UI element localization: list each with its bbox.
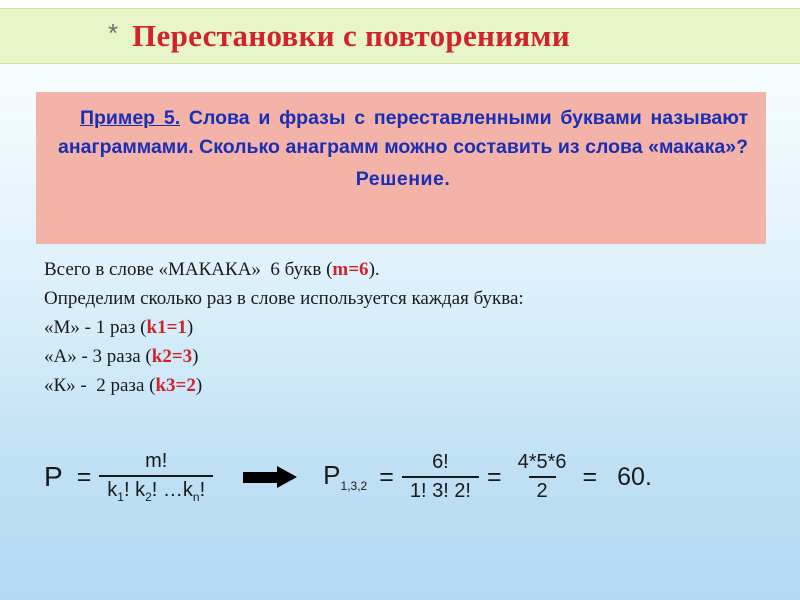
explanation-line-2: Определим сколько раз в слове используется каждая буква: [44, 288, 524, 309]
specific-formula-equals-3: = [582, 462, 598, 491]
example-statement-text: Слова и фразы с переставленными буквами называют анаграммами. Сколько анаграмм можно составить из слова «макака»? [58, 107, 748, 158]
asterisk-icon: * [108, 18, 119, 48]
specific-formula-fraction-1 [402, 451, 479, 503]
explanation-line-4 [44, 342, 764, 371]
general-formula-numerator: m! [145, 450, 168, 472]
explanation-line-3-part-c: ) [186, 317, 194, 338]
explanation-line-1-part-c: ). [368, 259, 380, 280]
explanation-line-3-highlight: k1=1 [146, 317, 187, 338]
specific-formula-fraction-2 [510, 451, 575, 503]
specific-formula-p-letter: P [323, 460, 341, 491]
solution-label: Решение. [355, 168, 451, 190]
example-panel [36, 92, 766, 244]
formula-result: 60. [617, 462, 652, 491]
explanation-line-4-part-c: ) [192, 346, 199, 367]
specific-formula-p [323, 460, 367, 493]
den-k2-fact: ! …k [151, 479, 193, 501]
specific-formula-p-sub: 1,3,2 [340, 479, 368, 494]
specific-formula-equals-2: = [486, 462, 502, 491]
general-formula-p: P [44, 461, 63, 492]
explanation-line-5-part-a: «К» - 2 раза ( [44, 375, 156, 396]
example-statement [58, 104, 748, 162]
specific-formula-numerator-1: 6! [432, 451, 449, 473]
den-k1-sub: 1 [117, 490, 124, 504]
explanation-line-5 [44, 371, 764, 400]
explanation-line-4-highlight: k2=3 [151, 346, 193, 367]
den-kn-fact: ! [199, 479, 206, 501]
explanation-line-5-highlight: k3=2 [155, 375, 196, 396]
general-formula-denominator [99, 475, 213, 504]
explanation-line-3-part-a: «М» - 1 раз ( [44, 317, 147, 338]
right-arrow-icon [243, 466, 297, 488]
den-k1-fact: ! k [123, 479, 146, 501]
specific-formula-equals-1: = [379, 462, 394, 491]
den-kn-sub: n [192, 490, 200, 504]
explanation-line-4-part-a: «А» - 3 раза ( [44, 346, 152, 367]
den-k1: k [107, 479, 118, 501]
den-k2-sub: 2 [145, 490, 152, 504]
general-formula-equals: = [76, 462, 92, 491]
formula-row [44, 432, 774, 522]
general-formula-fraction [99, 450, 213, 504]
specific-formula-denominator-1: 1! 3! 2! [402, 476, 479, 503]
explanation-line-3 [44, 313, 764, 342]
example-label: Пример 5. [80, 107, 181, 129]
specific-formula-numerator-2: 4*5*6 [517, 451, 567, 473]
page-title: Перестановки с повторениями [132, 18, 571, 53]
explanation-line-1-part-a: Всего в слове «МАКАКА» 6 букв ( [44, 259, 333, 280]
explanation-block [44, 255, 764, 400]
explanation-line-1 [44, 255, 764, 284]
explanation-line-1-highlight: m=6 [332, 259, 369, 280]
specific-formula-denominator-2: 2 [529, 476, 556, 503]
explanation-line-5-part-c: ) [195, 375, 203, 396]
slide-title-bar [0, 8, 800, 64]
